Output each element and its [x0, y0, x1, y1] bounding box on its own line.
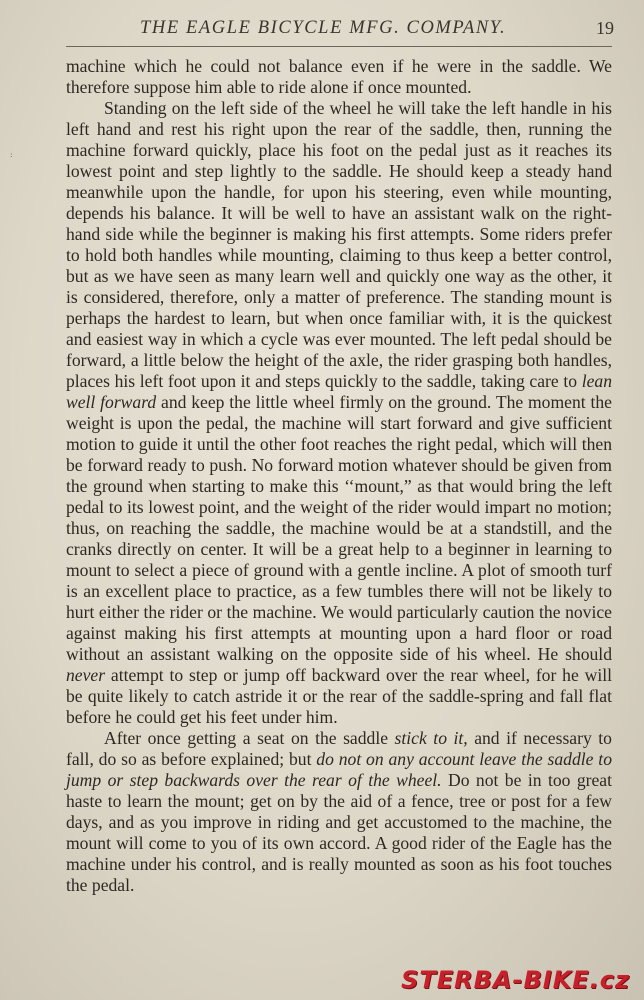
paragraph — [66, 728, 612, 896]
text-run: Standing on the left side of the wheel he will take the left handle in his left hand and rest his right upon the rear of the saddle, then, running the machine forward quickly, place his foot on the pedal just as it reaches its lowest point and step lightly to the saddle. He should keep a steady hand meanwhile upon the handle, for upon his steering, even while mounting, depends his balance. It will be well to have an assistant walk on the right-hand side while the beginner is making his first attempts. Some riders prefer to hold both handles while mounting, claiming to thus keep a better control, but as we have seen as many learn well and quickly one way as the other, it is considered, therefore, only a matter of preference. The standing mount is perhaps the hardest to learn, but when once familiar with, it is the quickest and easiest way in which a cycle was ever mounted. The left pedal should be forward, a little below the height of the axle, the rider grasping both handles, places his left foot upon it and steps quickly to the saddle, taking care to — [66, 98, 612, 391]
italic-text: stick to it, — [394, 728, 468, 748]
paragraph — [66, 56, 612, 98]
page-header — [0, 18, 644, 44]
italic-text: do not on any account leave the saddle to jump or step backwards over the rear of the wheel. — [66, 749, 612, 790]
header-rule — [66, 46, 612, 47]
text-run: machine which he could not balance even if he were in the saddle. We therefore suppose him able to ride alone if once mounted. — [66, 56, 612, 97]
text-run: and keep the little wheel firmly on the ground. The moment the weight is upon the pedal, the machine will start forward and give sufficient motion to guide it until the other foot reaches the right pedal, which will then be forward ready to push. No forward motion whatever should be given from the ground when starting to make this ‘‘mount,” as that would bring the left pedal to its lowest point, and the weight of the rider would impart no motion; thus, on reaching the saddle, the machine would be at a standstill, and the cranks directly on center. It will be a great help to a beginner in learning to mount to select a piece of ground with a gentle incline. A plot of smooth turf is an excellent place to practice, as a few tumbles there will not be likely to hurt either the rider or the machine. We would particularly caution the novice against making his first attempts at mounting upon a hard floor or road without an assistant walking on the opposite side of his wheel. He should — [66, 392, 612, 664]
text-run: After once getting a seat on the saddle — [104, 728, 395, 748]
page-number: 19 — [596, 18, 614, 38]
body-text — [66, 56, 612, 896]
running-head: THE EAGLE BICYCLE MFG. COMPANY. — [140, 18, 507, 38]
text-run: Do not be in too great haste to learn the mount; get on by the aid of a fence, tree or post for a few days, and as you improve in riding and get accustomed to the machine, the mount will come to you of its own accord. A good rider of the Eagle has the machine under his control, and is really mounted as soon as his foot touches the pedal. — [66, 770, 613, 895]
margin-mark: : — [10, 150, 13, 159]
text-run: and if necessary to fall, do so as before explained; but — [66, 728, 612, 769]
italic-text: lean well forward — [66, 371, 612, 412]
text-run: attempt to step or jump off backward over the rear wheel, for he will be quite likely to catch astride it or the rear of the saddle-spring and fall flat before he could get his feet under him. — [66, 665, 612, 727]
paragraph — [66, 98, 612, 728]
italic-text: never — [66, 665, 106, 685]
watermark-logo: STERBA-BIKE.cz — [401, 966, 630, 994]
